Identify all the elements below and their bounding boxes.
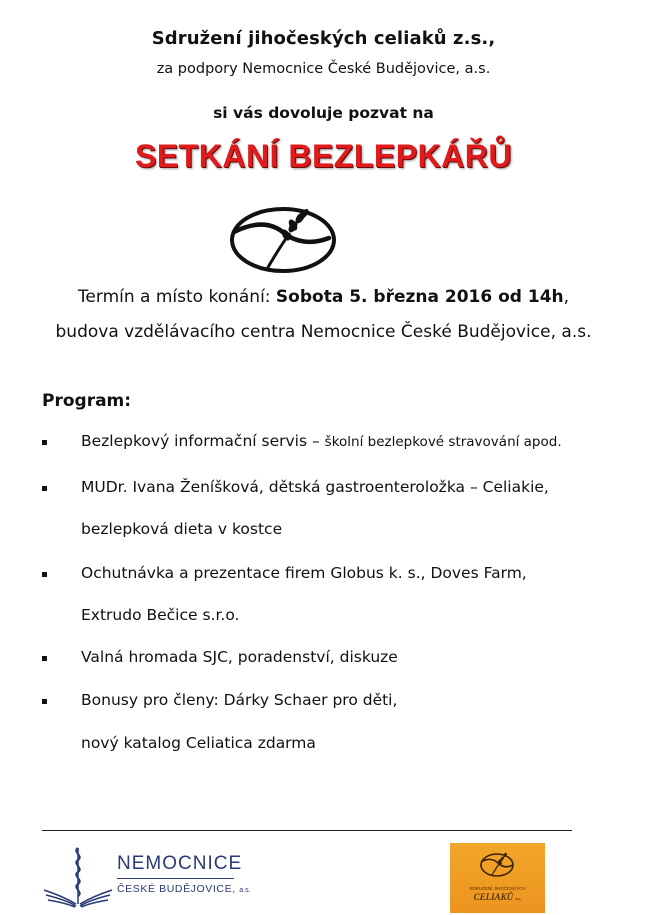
- hospital-city: [117, 883, 251, 895]
- event-title: SETKÁNÍ BEZLEPKÁŘŮ: [134, 138, 512, 174]
- hospital-city-text: ČESKÉ BUDĚJOVICE,: [117, 883, 236, 895]
- bullet-icon: [42, 440, 47, 445]
- program-heading: Program:: [42, 391, 132, 411]
- term-label: Termín a místo konání:: [77, 287, 276, 307]
- society-name: CELIAKŮ: [473, 892, 514, 902]
- program-item-1: [81, 432, 562, 450]
- term-value: Sobota 5. března 2016 od 14h: [275, 287, 564, 307]
- term-suffix: ,: [563, 287, 570, 307]
- program-item-3-continuation: Extrudo Bečice s.r.o.: [81, 606, 240, 624]
- caduceus-icon: [42, 846, 114, 908]
- society-logo: [450, 843, 545, 913]
- bullet-icon: [42, 699, 47, 704]
- bullet-icon: [42, 486, 47, 491]
- program-item-text: Bezlepkový informační servis –: [81, 432, 325, 450]
- program-item-3: Ochutnávka a prezentace firem Globus k. s., Doves Farm,: [81, 564, 527, 582]
- invite-line: si vás dovoluje pozvat na: [213, 104, 434, 122]
- bullet-icon: [42, 572, 47, 577]
- program-item-5: Bonusy pro členy: Dárky Schaer pro děti,: [81, 691, 398, 709]
- program-item-5-continuation: nový katalog Celiatica zdarma: [81, 734, 316, 752]
- program-item-4: Valná hromada SJC, poradenství, diskuze: [81, 648, 398, 666]
- hospital-logo: [42, 846, 251, 908]
- program-item-2-continuation: bezlepková dieta v kostce: [81, 520, 283, 538]
- event-term: [0, 287, 647, 307]
- society-label-top: SDRUŽENÍ JIHOČESKÝCH: [469, 886, 526, 891]
- program-item-2: MUDr. Ivana Ženíšková, dětská gastroenteroložka – Celiakie,: [81, 478, 549, 496]
- footer-divider: [42, 830, 572, 831]
- program-item-note: školní bezlepkové stravování apod.: [324, 434, 562, 450]
- organization-name: Sdružení jihočeských celiaků z.s.,: [151, 28, 496, 49]
- hospital-name: NEMOCNICE: [117, 853, 243, 874]
- bullet-icon: [42, 656, 47, 661]
- gluten-free-logo: [229, 205, 337, 275]
- society-suffix: z.s.: [515, 896, 522, 901]
- hospital-suffix: a.s.: [239, 887, 251, 894]
- society-label-main: [450, 892, 545, 902]
- event-venue: budova vzdělávacího centra Nemocnice České Budějovice, a.s.: [55, 322, 592, 342]
- support-line: za podpory Nemocnice České Budějovice, a.s.: [156, 61, 491, 77]
- gluten-free-small-icon: [450, 843, 545, 887]
- hospital-logo-rule: [117, 878, 234, 879]
